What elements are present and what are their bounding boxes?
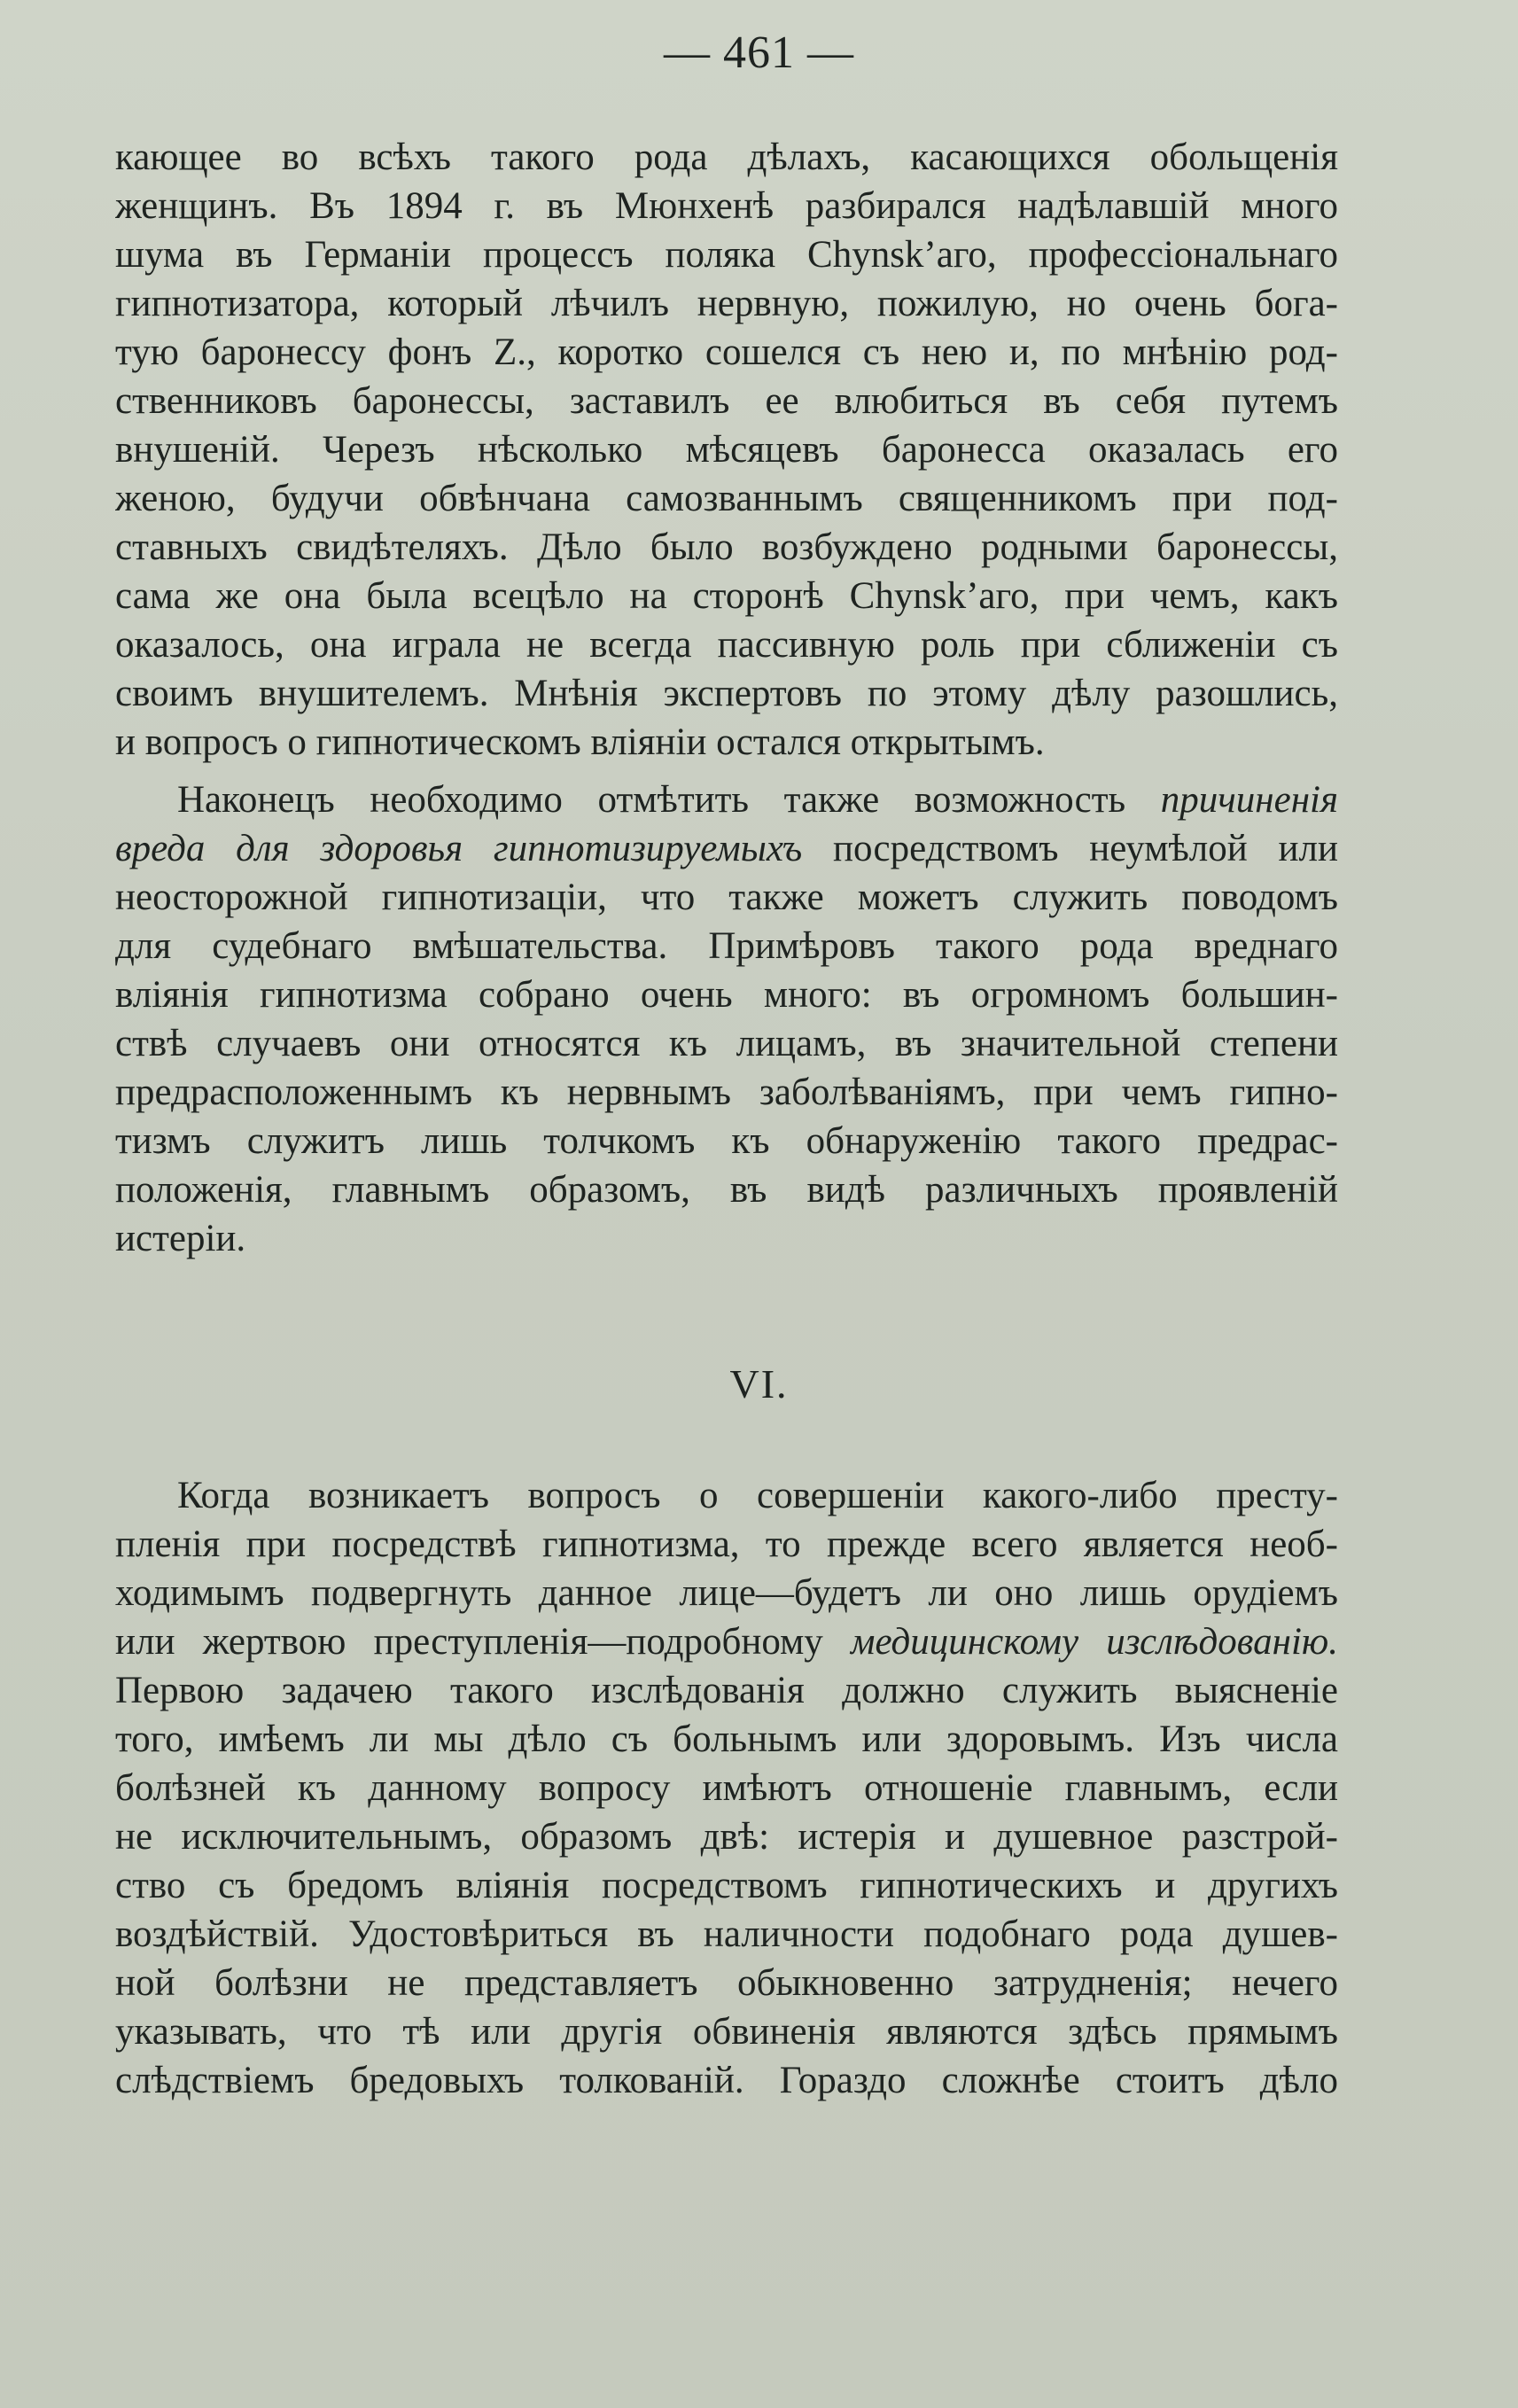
text-line: истеріи. <box>115 1218 246 1259</box>
paragraph-1 <box>115 133 1338 767</box>
text-line: женщинъ. Въ 1894 г. въ Мюнхенѣ разбирался надѣлавшій много <box>115 185 1338 227</box>
text-line: предрасположеннымъ къ нервнымъ заболѣваніямъ, при чемъ гипно- <box>115 1072 1338 1113</box>
text-line: слѣдствіемъ бредовыхъ толкованій. Гораздо сложнѣе стоитъ дѣло <box>115 2060 1338 2101</box>
text-line: тую баронессу фонъ Z., коротко сошелся съ нею и, по мнѣнію род- <box>115 331 1338 373</box>
text-line: вліянія гипнотизма собрано очень много: въ огромномъ большин- <box>115 974 1338 1016</box>
italic-run: медицинскому изслѣдованію. <box>851 1621 1338 1663</box>
text-line <box>115 824 1338 873</box>
text-line: ственниковъ баронессы, заставилъ ее влюбиться въ себя путемъ <box>115 380 1338 422</box>
text-line <box>115 1617 1338 1666</box>
text-line: воздѣйствій. Удостовѣриться въ наличности подобнаго рода душев- <box>115 1913 1338 1955</box>
text-line: для судебнаго вмѣшательства. Примѣровъ такого рода вреднаго <box>115 925 1338 967</box>
text-line: указывать, что тѣ или другія обвиненія являются здѣсь прямымъ <box>115 2011 1338 2053</box>
text-line: тизмъ служитъ лишь толчкомъ къ обнаруженію такого предрас- <box>115 1120 1338 1162</box>
text-line: болѣзней къ данному вопросу имѣютъ отношеніе главнымъ, если <box>115 1767 1338 1809</box>
text-line: кающее во всѣхъ такого рода дѣлахъ, касающихся обольщенія <box>115 136 1338 178</box>
text-line <box>115 775 1338 824</box>
text-run: Наконецъ необходимо отмѣтить также возможность <box>177 779 1161 821</box>
text-line: пленія при посредствѣ гипнотизма, то прежде всего является необ- <box>115 1524 1338 1565</box>
text-line: шума въ Германіи процессъ поляка Chynsk’аго, профессіональнаго <box>115 234 1338 276</box>
text-line: ходимымъ подвергнуть данное лице—будетъ ли оно лишь орудіемъ <box>115 1572 1338 1614</box>
text-run: посредствомъ неумѣлой или <box>802 828 1338 869</box>
italic-run: причиненія <box>1160 779 1338 821</box>
text-line: ной болѣзни не представляетъ обыкновенно затрудненія; нечего <box>115 1962 1338 2004</box>
text-line: ствѣ случаевъ они относятся къ лицамъ, въ значительной степени <box>115 1023 1338 1064</box>
page-number: — 461 — <box>664 27 854 78</box>
paragraph-2 <box>115 775 1338 1263</box>
text-line: гипнотизатора, который лѣчилъ нервную, пожилую, но очень бога- <box>115 283 1338 324</box>
text-line: женою, будучи обвѣнчана самозваннымъ священникомъ при под- <box>115 478 1338 519</box>
text-line: того, имѣемъ ли мы дѣло съ больнымъ или здоровымъ. Изъ числа <box>115 1718 1338 1760</box>
text-line: положенія, главнымъ образомъ, въ видѣ различныхъ проявленій <box>115 1169 1338 1211</box>
text-line: неосторожной гипнотизаціи, что также можетъ служить поводомъ <box>115 877 1338 918</box>
text-line: не исключительнымъ, образомъ двѣ: истерія и душевное разстрой- <box>115 1816 1338 1858</box>
text-line: оказалось, она играла не всегда пассивную роль при сближеніи съ <box>115 624 1338 666</box>
text-line: своимъ внушителемъ. Мнѣнія экспертовъ по этому дѣлу разошлись, <box>115 673 1338 714</box>
text-line: ство съ бредомъ вліянія посредствомъ гипнотическихъ и другихъ <box>115 1865 1338 1906</box>
text-line: Первою задачею такого изслѣдованія должно служить выясненіе <box>115 1670 1338 1711</box>
text-line: внушеній. Черезъ нѣсколько мѣсяцевъ баронесса оказалась его <box>115 429 1338 471</box>
text-run: или жертвою преступленія—подробному <box>115 1621 852 1663</box>
text-line: ставныхъ свидѣтеляхъ. Дѣло было возбуждено родными баронессы, <box>115 526 1338 568</box>
text-line: и вопросъ о гипнотическомъ вліяніи остался открытымъ. <box>115 721 1045 763</box>
italic-run: вреда для здоровья гипнотизируемыхъ <box>115 828 803 869</box>
section-heading: VI. <box>729 1361 789 1407</box>
text-line: сама же она была всецѣло на сторонѣ Chynsk’аго, при чемъ, какъ <box>115 575 1338 617</box>
paragraph-3 <box>115 1471 1338 2105</box>
text-line: Когда возникаетъ вопросъ о совершеніи какого-либо престу- <box>177 1475 1338 1516</box>
